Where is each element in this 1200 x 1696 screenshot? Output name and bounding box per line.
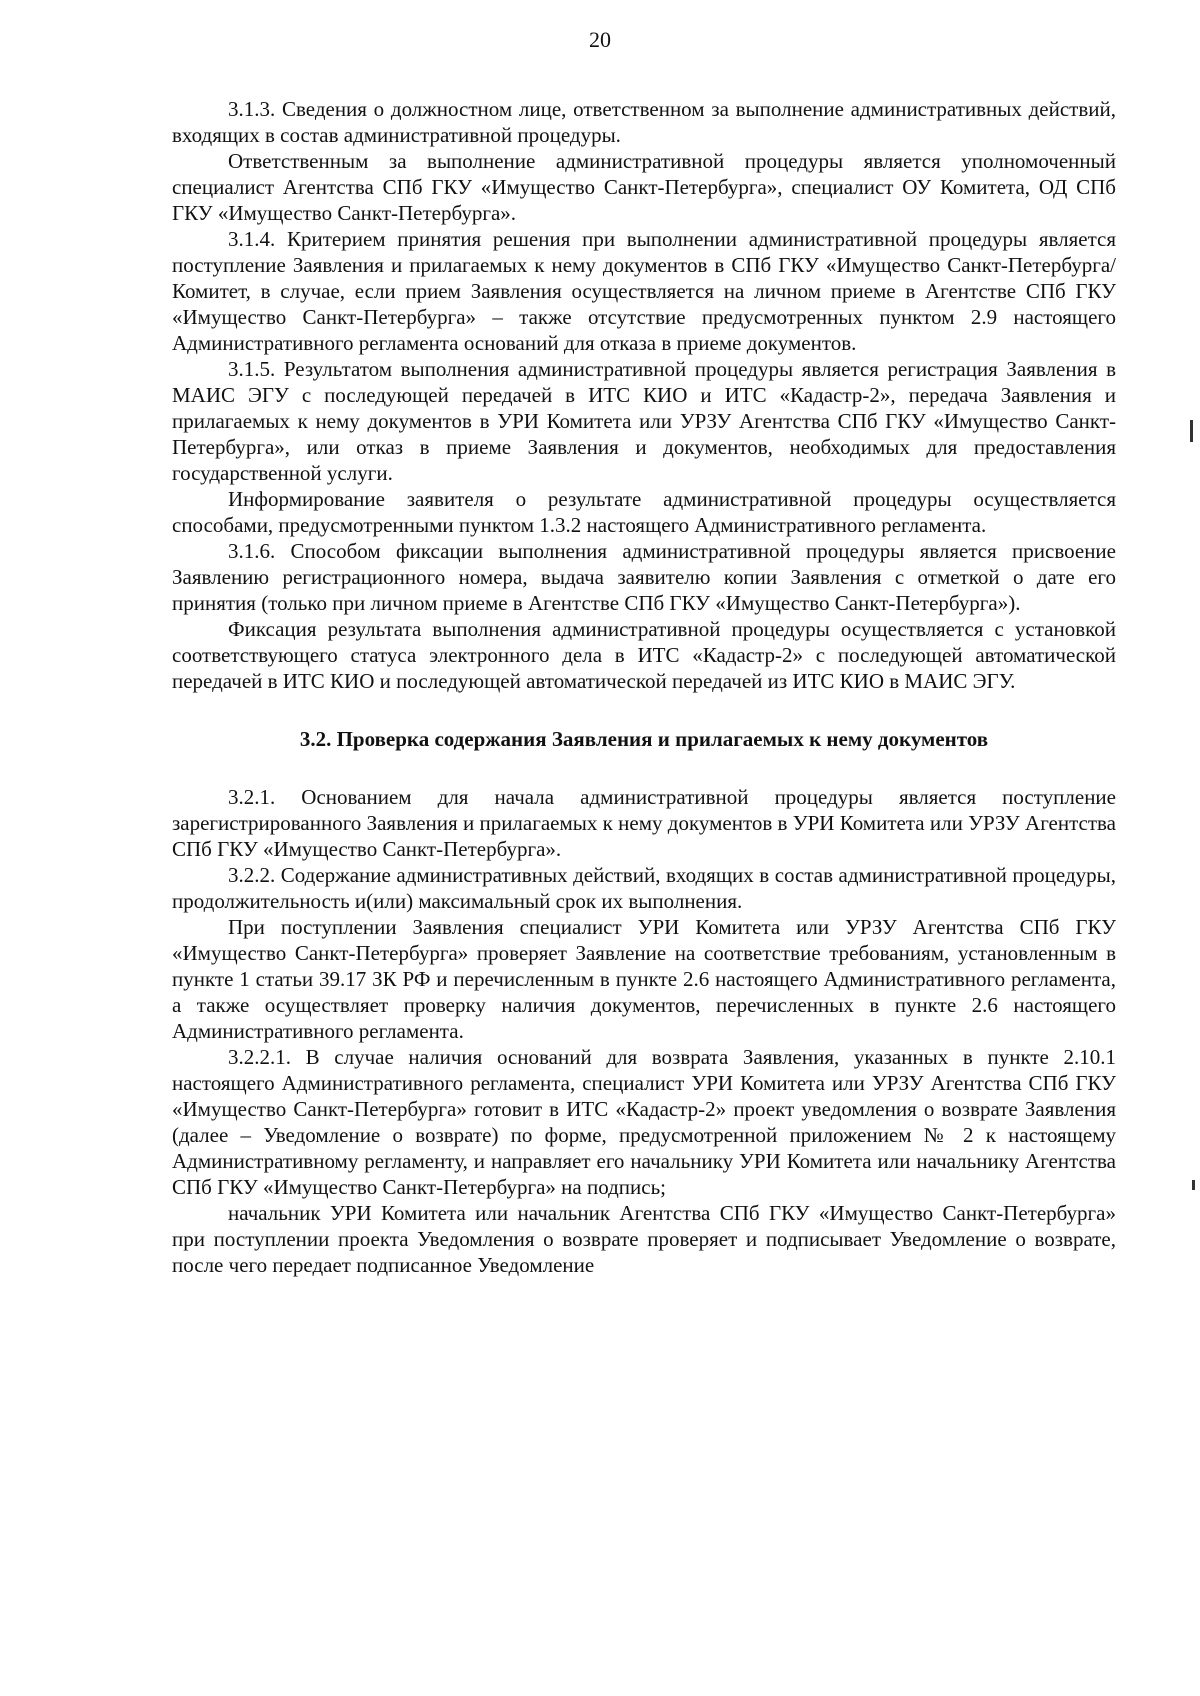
paragraph-3-1-4: 3.1.4. Критерием принятия решения при выполнении административной процедуры является поступление Заявления и прилагаемых к нему документов в СПб ГКУ «Имущество Санкт-Петербурга/Комитет, в случае, если прием Заявления осуществляется на личном приеме в Агентстве СПб ГКУ «Имущество Санкт-Петербурга» – также отсутствие предусмотренных пунктом 2.9 настоящего Административного регламента оснований для отказа в приеме документов. xyxy=(172,227,1116,355)
paragraph-3-2-2-1: 3.2.2.1. В случае наличия оснований для возврата Заявления, указанных в пункте 2.10.1 настоящего Административного регламента, специалист УРИ Комитета или УРЗУ Агентства СПб ГКУ «Имущество Санкт-Петербурга» готовит в ИТС «Кадастр-2» проект уведомления о возврате Заявления (далее – Уведомление о возврате) по форме, предусмотренной приложением № 2 к настоящему Административному регламенту, и направляет его начальнику УРИ Комитета или начальнику Агентства СПб ГКУ «Имущество Санкт-Петербурга» на подпись; xyxy=(172,1045,1116,1199)
scan-edge-mark xyxy=(1190,420,1193,442)
paragraph-responsible: Ответственным за выполнение административной процедуры является уполномоченный специалист Агентства СПб ГКУ «Имущество Санкт-Петербурга», специалист ОУ Комитета, ОД СПб ГКУ «Имущество Санкт-Петербурга». xyxy=(172,149,1116,225)
paragraph-informing: Информирование заявителя о результате административной процедуры осуществляется способами, предусмотренными пунктом 1.3.2 настоящего Административного регламента. xyxy=(172,487,1116,537)
paragraph-3-1-5: 3.1.5. Результатом выполнения административной процедуры является регистрация Заявления в МАИС ЭГУ с последующей передачей в ИТС КИО и ИТС «Кадастр-2», передача Заявления и прилагаемых к нему документов в УРИ Комитета или УРЗУ Агентства СПб ГКУ «Имущество Санкт-Петербурга», или отказ в приеме Заявления и документов, необходимых для предоставления государственной услуги. xyxy=(172,357,1116,485)
section-heading: 3.2. Проверка содержания Заявления и прилагаемых к нему документов xyxy=(299,727,989,751)
paragraph-fixation: Фиксация результата выполнения административной процедуры осуществляется с установкой соответствующего статуса электронного дела в ИТС «Кадастр-2» с последующей автоматической передачей в ИТС КИО и последующей автоматической передачей из ИТС КИО в МАИС ЭГУ. xyxy=(172,617,1116,693)
paragraph-3-1-3: 3.1.3. Сведения о должностном лице, ответственном за выполнение административных действий, входящих в состав административной процедуры. xyxy=(172,97,1116,147)
paragraph-3-2-1: 3.2.1. Основанием для начала административной процедуры является поступление зарегистрированного Заявления и прилагаемых к нему документов в УРИ Комитета или УРЗУ Агентства СПб ГКУ «Имущество Санкт-Петербурга». xyxy=(172,785,1116,861)
paragraph-check: При поступлении Заявления специалист УРИ Комитета или УРЗУ Агентства СПб ГКУ «Имущество Санкт-Петербурга» проверяет Заявление на соответствие требованиям, установленным в пункте 1 статьи 39.17 ЗК РФ и перечисленным в пункте 2.6 настоящего Административного регламента, а также осуществляет проверку наличия документов, перечисленных в пункте 2.6 настоящего Административного регламента. xyxy=(172,915,1116,1043)
paragraph-head-signs: начальник УРИ Комитета или начальник Агентства СПб ГКУ «Имущество Санкт-Петербурга» при поступлении проекта Уведомления о возврате проверяет и подписывает Уведомление о возврате, после чего передает подписанное Уведомление xyxy=(172,1201,1116,1277)
scan-edge-mark xyxy=(1192,1180,1195,1190)
paragraph-3-2-2: 3.2.2. Содержание административных действий, входящих в состав административной процедуры, продолжительность и(или) максимальный срок их выполнения. xyxy=(172,863,1116,913)
paragraph-3-1-6: 3.1.6. Способом фиксации выполнения административной процедуры является присвоение Заявлению регистрационного номера, выдача заявителю копии Заявления с отметкой о дате его принятия (только при личном приеме в Агентстве СПб ГКУ «Имущество Санкт-Петербурга»). xyxy=(172,539,1116,615)
page-number: 20 xyxy=(589,27,611,52)
document-body xyxy=(172,96,1116,1278)
